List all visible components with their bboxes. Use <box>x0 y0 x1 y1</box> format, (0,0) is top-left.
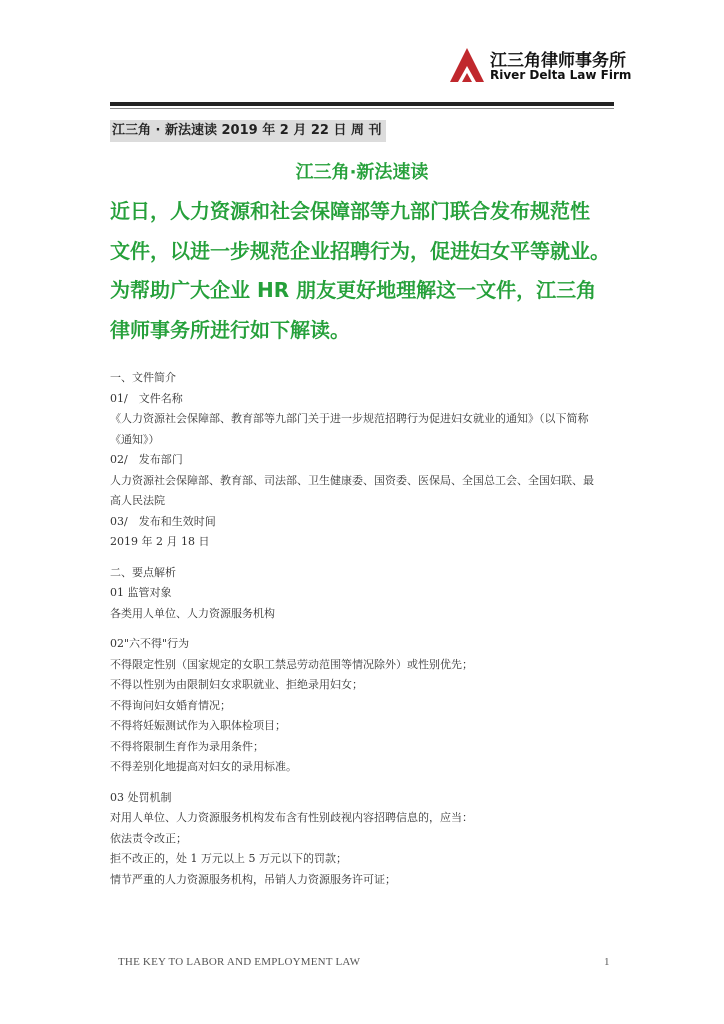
item-label: 02/ 发布部门 <box>110 453 183 466</box>
list-item: 不得询问妇女婚育情况； <box>110 698 231 712</box>
item-label: 01/ 文件名称 <box>110 391 183 405</box>
intro-line: 文件，以进一步规范企业招聘行为，促进妇女平等就业。 <box>110 238 610 263</box>
footer-tagline: THE KEY TO LABOR AND EMPLOYMENT LAW <box>118 956 361 968</box>
header-rule-thin <box>110 108 614 109</box>
header-rule-thick <box>110 102 614 106</box>
item-text: 人力资源社会保障部、教育部、司法部、卫生健康委、国资委、医保局、全国总工会、全国妇联、最 <box>110 473 594 487</box>
list-item: 不得差别化地提高对妇女的录用标准。 <box>110 760 297 773</box>
item-text: 《人力资源社会保障部、教育部等九部门关于进一步规范招聘行为促进妇女就业的通知》（以下简称 <box>110 412 589 425</box>
sub-label: 03 处罚机制 <box>110 790 172 804</box>
page-number: 1 <box>604 956 610 968</box>
list-item: 依法责令改正； <box>110 831 187 845</box>
issue-line: 江三角 · 新法速读 2019 年 2 月 22 日 周 刊 <box>110 120 386 142</box>
firm-logo <box>448 44 632 90</box>
list-item: 拒不改正的，处 1 万元以上 5 万元以下的罚款； <box>110 852 347 865</box>
list-item: 不得限定性别（国家规定的女职工禁忌劳动范围等情况除外）或性别优先； <box>110 657 473 671</box>
document-body <box>110 368 620 890</box>
list-item: 不得将妊娠测试作为入职体检项目； <box>110 719 286 732</box>
item-label: 03/ 发布和生效时间 <box>110 514 216 528</box>
spacer <box>110 778 620 788</box>
page-title: 江三角·新法速读 <box>295 162 429 183</box>
sub-label: 02"六不得"行为 <box>110 637 190 650</box>
list-item: 不得以性别为由限制妇女求职就业、拒绝录用妇女； <box>110 678 363 691</box>
item-text: 2019 年 2 月 18 日 <box>110 535 210 548</box>
intro-line: 近日，人力资源和社会保障部等九部门联合发布规范性 <box>110 199 590 223</box>
section-heading: 二、要点解析 <box>110 565 176 579</box>
delta-logo-icon <box>448 46 486 84</box>
spacer <box>110 624 620 634</box>
section-heading: 一、文件简介 <box>110 371 176 384</box>
list-item: 情节严重的人力资源服务机构，吊销人力资源服务许可证； <box>110 872 396 886</box>
item-text: 高人民法院 <box>110 494 165 507</box>
list-item: 不得将限制生育作为录用条件； <box>110 739 264 753</box>
list-item: 对用人单位、人力资源服务机构发布含有性别歧视内容招聘信息的，应当： <box>110 811 473 824</box>
item-text: 《通知》） <box>110 432 160 446</box>
spacer <box>110 553 620 563</box>
sub-text: 各类用人单位、人力资源服务机构 <box>110 606 275 620</box>
sub-label: 01 监管对象 <box>110 586 172 599</box>
firm-name-cn: 江三角律师事务所 <box>490 51 626 71</box>
intro-paragraph <box>110 192 630 350</box>
intro-line: 律师事务所进行如下解读。 <box>110 317 350 342</box>
intro-line: 为帮助广大企业 HR 朋友更好地理解这一文件，江三角 <box>110 278 597 302</box>
firm-name-en: River Delta Law Firm <box>490 68 632 82</box>
